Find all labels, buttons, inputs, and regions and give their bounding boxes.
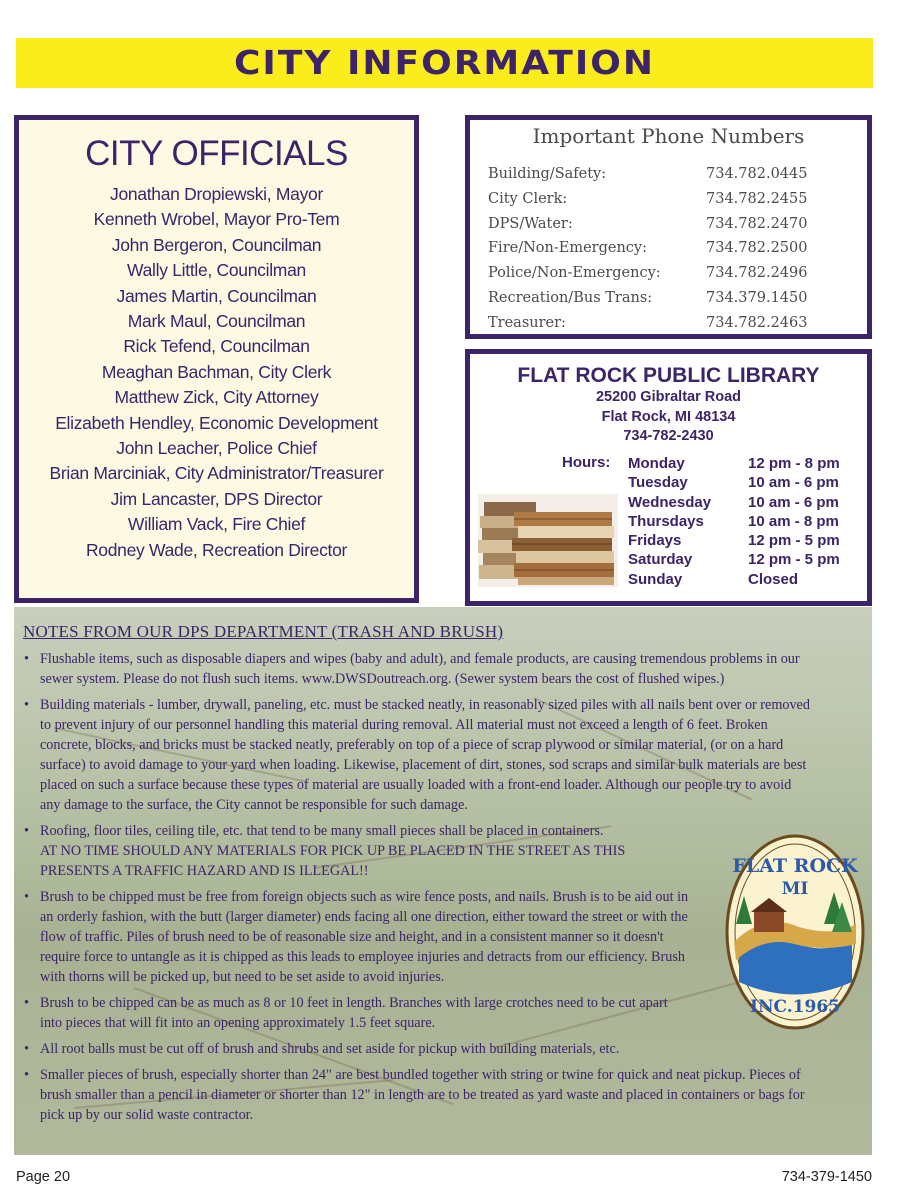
- official-name: Brian Marciniak, City Administrator/Treasurer: [49, 463, 384, 484]
- phone-row: [470, 265, 867, 290]
- phones-heading: Important Phone Numbers: [532, 124, 805, 148]
- dps-notes-section: [14, 607, 872, 1155]
- banner-title: CITY INFORMATION: [234, 44, 655, 82]
- note-item: • Building materials - lumber, drywall, paneling, etc. must be stacked neatly, in reasonably sized piles with all nails bent over or removed to prevent injury of our personnel handling this material during removal. All material must not exceed a length of 6 feet. Broken concrete, blocks, and bricks must be stacked neatly, preferably on top of a piece of scrap plywood or similar material, (or on a hard surface) to avoid damage to your yard when loading. Likewise, placement of dirt, stones, sod scraps and similar bulk materials are best placed on such a surface because these types of material are usually loaded with a front-end loader. Although our people try to avoid any damage to the surface, the City cannot be responsible for such damage.: [24, 695, 814, 815]
- page-number: Page 20: [16, 1169, 71, 1185]
- hours-day: Tuesday: [628, 474, 688, 492]
- phone-label: City Clerk:: [488, 190, 568, 207]
- note-item: • Brush to be chipped can be as much as 8 or 10 feet in length. Branches with large crotches need to be cut apart into pieces that will fit into an opening approximately 1.5 feet square.: [24, 993, 680, 1033]
- phone-numbers-panel: [465, 115, 872, 339]
- phone-number: 734.379.1450: [706, 289, 808, 306]
- note-item: • Flushable items, such as disposable diapers and wipes (baby and adult), and female products, are causing tremendous problems in our sewer system. Please do not flush such items. www.DWSDoutreach.org. (Sewer system bears the cost of flushed wipes.): [24, 649, 814, 689]
- hours-row: [628, 473, 840, 492]
- hours-row: [628, 570, 840, 589]
- official-name: Rick Tefend, Councilman: [123, 336, 310, 357]
- hours-time: 10 am - 6 pm: [748, 493, 839, 511]
- seal-state-text: MI: [781, 879, 809, 899]
- seal-bottom-text: INC.1965: [750, 997, 840, 1017]
- hours-time: Closed: [748, 570, 799, 588]
- books-image: [478, 494, 618, 587]
- library-name: FLAT ROCK PUBLIC LIBRARY: [517, 364, 820, 387]
- official-name: Mark Maul, Councilman: [127, 311, 306, 332]
- hours-day: Wednesday: [628, 493, 712, 511]
- hours-row: [628, 550, 840, 569]
- seal-top-text: FLAT ROCK: [732, 855, 858, 877]
- hours-row: [628, 512, 840, 531]
- phone-row: [470, 315, 867, 340]
- library-hours: [628, 454, 840, 589]
- hours-day: Sunday: [628, 570, 683, 588]
- officials-list: [19, 182, 414, 563]
- footer-phone: 734-379-1450: [781, 1169, 872, 1185]
- hours-day: Fridays: [628, 532, 682, 550]
- phone-row: [470, 166, 867, 191]
- phone-label: DPS/Water:: [488, 215, 573, 232]
- official-name: Elizabeth Hendley, Economic Development: [55, 412, 378, 433]
- phone-number: 734.782.0445: [706, 166, 808, 182]
- phone-number: 734.782.2500: [706, 240, 808, 257]
- hours-time: 10 am - 6 pm: [748, 474, 839, 492]
- official-name: Rodney Wade, Recreation Director: [85, 539, 348, 560]
- hours-row: [628, 454, 840, 473]
- phone-row: [470, 216, 867, 241]
- hours-day: Thursdays: [628, 512, 704, 530]
- official-name: Jim Lancaster, DPS Director: [110, 488, 323, 509]
- hours-row: [628, 531, 840, 550]
- note-item: • All root balls must be cut off of brush and shrubs and set aside for pickup with building materials, etc.: [24, 1039, 814, 1059]
- official-name: Kenneth Wrobel, Mayor Pro-Tem: [93, 209, 340, 230]
- hours-time: 12 pm - 5 pm: [748, 551, 840, 569]
- official-name: Matthew Zick, City Attorney: [114, 387, 319, 408]
- note-item: • Roofing, floor tiles, ceiling tile, etc. that tend to be many small pieces shall be placed in containers.: [24, 821, 680, 841]
- hours-time: 12 pm - 8 pm: [748, 455, 840, 472]
- library-phone: 734-782-2430: [623, 428, 714, 444]
- official-name: Meaghan Bachman, City Clerk: [101, 361, 332, 382]
- city-information-banner: [16, 38, 873, 88]
- phone-label: Fire/Non-Emergency:: [488, 240, 647, 257]
- library-city: Flat Rock, MI 48134: [601, 408, 736, 425]
- notes-list: [24, 649, 814, 1131]
- hours-label: Hours:: [562, 454, 611, 471]
- phone-row: [470, 290, 867, 315]
- phone-row: [470, 191, 867, 216]
- phone-label: Treasurer:: [488, 314, 566, 331]
- official-name: John Bergeron, Councilman: [111, 234, 322, 255]
- hours-time: 12 pm - 5 pm: [748, 532, 840, 550]
- official-name: Jonathan Dropiewski, Mayor: [110, 184, 323, 204]
- official-name: William Vack, Fire Chief: [127, 514, 306, 535]
- library-panel: [465, 349, 872, 606]
- city-officials-panel: [14, 115, 419, 603]
- phone-number: 734.782.2496: [706, 265, 808, 282]
- phone-label: Recreation/Bus Trans:: [488, 289, 653, 306]
- official-name: Wally Little, Councilman: [127, 260, 306, 281]
- phone-number: 734.782.2455: [706, 190, 808, 207]
- officials-heading: CITY OFFICIALS: [85, 134, 348, 173]
- phone-label: Building/Safety:: [488, 166, 607, 182]
- note-item: • Brush to be chipped must be free from foreign objects such as wire fence posts, and nails. Brush is to be aid out in an orderly fashion, with the butt (larger diameter) ends facing all one direction, either toward the street or with the flow of traffic. Piles of brush need to be of reasonable size and height, and in a consistent manner so it doesn't require force to untangle as it is chipped as this leads to employee injuries and detracts from our efficiency. Brush with thorns will be picked up, but need to be set aside to avoid injuries.: [24, 887, 700, 987]
- official-name: James Martin, Councilman: [116, 285, 317, 306]
- note-item: • Smaller pieces of brush, especially shorter than 24" are best bundled together with string or twine for quick and neat pickup. Pieces of brush smaller than a pencil in diameter or shorter than 12" in length are to be treated as yard waste and placed in containers or bags for pick up by our solid waste contractor.: [24, 1065, 814, 1125]
- library-street: 25200 Gibraltar Road: [595, 389, 742, 405]
- hours-day: Saturday: [628, 551, 693, 569]
- phone-row: [470, 240, 867, 265]
- flat-rock-seal-logo: [724, 832, 866, 1032]
- hours-day: Monday: [628, 455, 685, 472]
- phone-number: 734.782.2470: [706, 215, 808, 232]
- official-name: John Leacher, Police Chief: [116, 438, 317, 459]
- warning-text: AT NO TIME SHOULD ANY MATERIALS FOR PICK UP BE PLACED IN THE STREET AS THIS PRESENTS A TRAFFIC HAZARD AND IS ILLEGAL!!: [40, 843, 626, 879]
- phone-label: Police/Non-Emergency:: [488, 265, 661, 282]
- phone-number: 734.782.2463: [706, 314, 808, 331]
- hours-row: [628, 493, 840, 512]
- hours-time: 10 am - 8 pm: [748, 512, 839, 530]
- notes-title: NOTES FROM OUR DPS DEPARTMENT (TRASH AND BRUSH): [23, 622, 504, 641]
